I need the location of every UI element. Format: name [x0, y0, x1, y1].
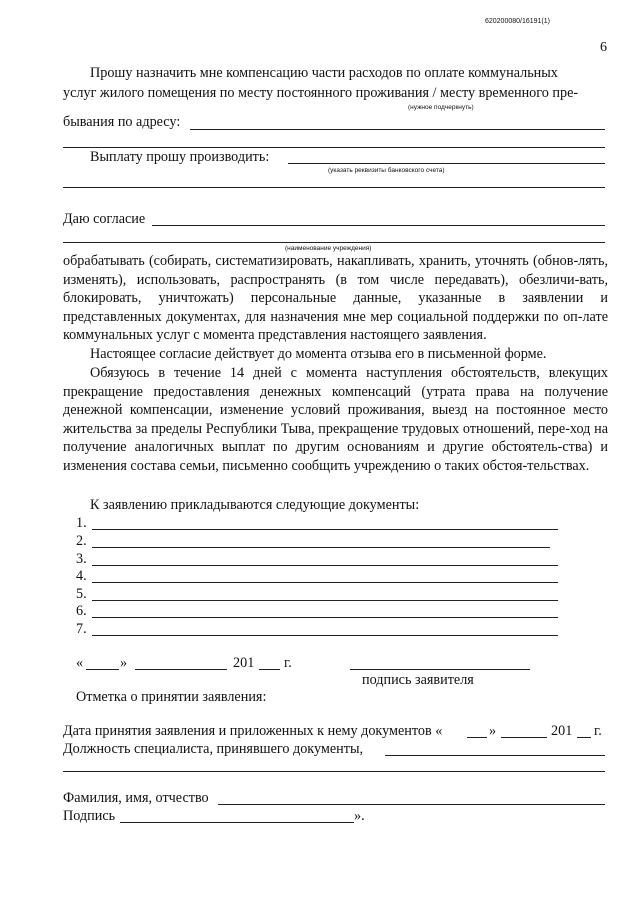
- acceptance-date-close: »: [489, 723, 497, 739]
- full-name-label: Фамилия, имя, отчество: [63, 790, 209, 806]
- document-item-line[interactable]: [92, 547, 550, 548]
- payment-input-line-2[interactable]: [63, 187, 605, 188]
- day-input-line[interactable]: [86, 669, 119, 670]
- document-item-number: 4.: [76, 568, 87, 584]
- address-label: бывания по адресу:: [63, 114, 181, 130]
- request-line-1: Прошу назначить мне компенсацию части расходов по оплате коммунальных: [90, 65, 558, 81]
- document-item-line[interactable]: [92, 600, 558, 601]
- request-line-2: услуг жилого помещения по месту постоянного проживания / месту временного пре-: [63, 85, 579, 101]
- payment-input-line[interactable]: [288, 163, 605, 164]
- document-item-number: 2.: [76, 533, 87, 549]
- consent-label: Даю согласие: [63, 211, 146, 227]
- page-number: 6: [600, 40, 607, 55]
- consent-input-line[interactable]: [152, 225, 605, 226]
- consent-paragraph-1: обрабатывать (собирать, систематизировать, накапливать, хранить, уточнять (обнов-лять, изменять), использовать, распространять (в том числе передавать), обезличи-вать, блокировать, уничтожать) персональные данные, указанные в заявлении и представленных документах, для назначения мне мер социальной поддержки по оп-лате коммунальных услуг с момента представления настоящего заявления.: [63, 253, 608, 344]
- payment-label: Выплату прошу производить:: [90, 149, 270, 165]
- address-input-line[interactable]: [190, 129, 605, 130]
- acceptance-year-prefix: 201: [551, 723, 573, 739]
- applicant-signature-line[interactable]: [350, 669, 530, 670]
- applicant-signature-caption: подпись заявителя: [362, 672, 474, 688]
- document-id: 620200080/16191(1): [484, 18, 550, 25]
- acceptance-year-suffix: г.: [594, 723, 602, 739]
- document-item-number: 5.: [76, 586, 87, 602]
- obligation-paragraph: Обязуюсь в течение 14 дней с момента наступления обстоятельств, влекущих прекращение предоставления денежных компенсаций (утрата права на получение денежной компенсации, изменение условий проживания, выезд на постоянное место жительства за пределы Республики Тыва, прекращение трудовых отношений, пере-ход на получение аналогичных выплат по другим основаниям и другие обстоятель-ства) и изменения состава семьи, письменно сообщить учреждению о таких обстоя-тельствах.: [63, 365, 608, 474]
- document-item-number: 6.: [76, 603, 87, 619]
- documents-title: К заявлению прикладываются следующие документы:: [90, 497, 420, 513]
- document-item-line[interactable]: [92, 582, 558, 583]
- date-quote-open: «: [76, 655, 84, 671]
- specialist-signature-label: Подпись: [63, 808, 116, 824]
- date-quote-close: »: [120, 655, 128, 671]
- consent-paragraph-2: Настоящее согласие действует до момента отзыва его в письменной форме.: [90, 346, 547, 362]
- bank-details-caption: (указать реквизиты банковского счета): [328, 167, 445, 174]
- acceptance-title: Отметка о принятии заявления:: [76, 689, 267, 705]
- month-input-line[interactable]: [135, 669, 227, 670]
- document-item-number: 3.: [76, 551, 87, 567]
- institution-caption: (наименование учреждения): [285, 245, 372, 252]
- specialist-position-line-2[interactable]: [63, 771, 605, 772]
- acceptance-date-label: Дата принятия заявления и приложенных к нему документов «: [63, 723, 443, 739]
- document-item-number: 7.: [76, 621, 87, 637]
- year-prefix: 201: [233, 655, 255, 671]
- acceptance-day-line[interactable]: [467, 737, 487, 738]
- document-item-line[interactable]: [92, 529, 558, 530]
- specialist-signature-line[interactable]: [120, 822, 354, 823]
- document-item-line[interactable]: [92, 565, 558, 566]
- year-input-line[interactable]: [259, 669, 280, 670]
- document-item-line[interactable]: [92, 635, 558, 636]
- consent-input-line-2[interactable]: [63, 242, 605, 243]
- specialist-signature-end: ».: [354, 808, 365, 824]
- document-item-number: 1.: [76, 515, 87, 531]
- document-item-line[interactable]: [92, 617, 558, 618]
- acceptance-month-line[interactable]: [501, 737, 547, 738]
- acceptance-year-line[interactable]: [577, 737, 591, 738]
- specialist-position-label: Должность специалиста, принявшего документы,: [63, 741, 364, 757]
- year-suffix: г.: [284, 655, 292, 671]
- specialist-position-line[interactable]: [385, 755, 605, 756]
- full-name-line[interactable]: [218, 804, 605, 805]
- underline-choice-caption: (нужное подчеркнуть): [408, 104, 474, 111]
